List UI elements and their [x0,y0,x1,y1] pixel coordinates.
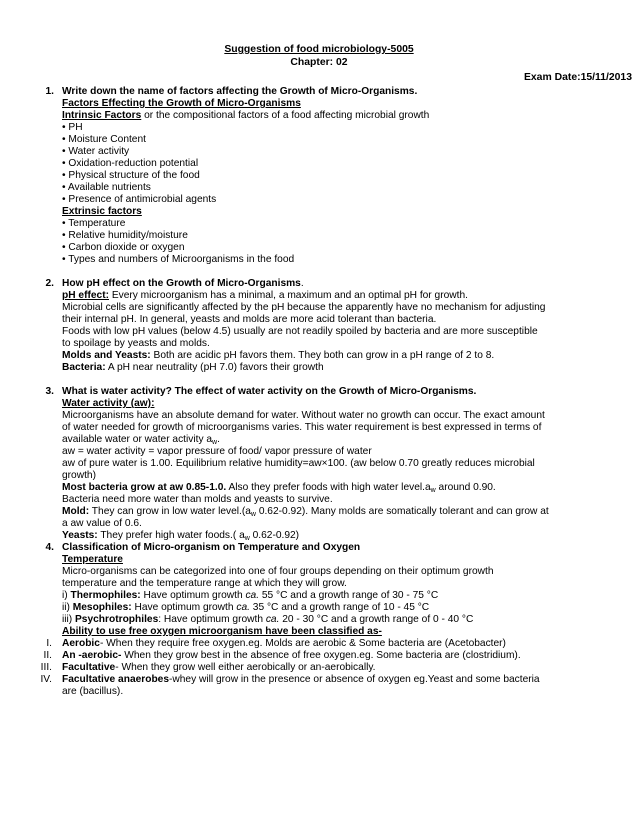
extrinsic-label: Extrinsic factors [62,206,142,217]
ph-effect-line [62,290,468,302]
q2-number: 2. [45,278,54,289]
thermophiles-line [62,590,438,602]
list-item: • Types and numbers of Microorganisms in the food [62,254,295,265]
thermophiles-text: Have optimum growth [140,590,246,601]
q3-question: What is water activity? The effect of water activity on the Growth of Micro-Organisms. [62,386,477,397]
paragraph-line: their internal pH. In general, yeasts and molds are more acid tolerant than bacteria. [62,314,437,325]
list-item [62,662,376,674]
intrinsic-desc: or the compositional factors of a food affecting microbial growth [141,110,430,121]
bacteria-line [62,362,324,374]
molds-yeasts-text: Both are acidic pH favors them. They both can grow in a pH range of 2 to 8. [150,350,495,361]
thermophiles-prefix: i) [62,590,71,601]
bacteria-water-line: Bacteria need more water than molds and yeasts to survive. [62,494,333,505]
q1-question: Write down the name of factors affecting the Growth of Micro-Organisms. [62,86,418,97]
thermophiles-label: Thermophiles: [70,590,141,601]
subscript-w: w [212,439,218,446]
last-line: are (bacillus). [62,686,124,697]
class-label: Facultative anaerobes [62,674,170,685]
subscript-w: w [430,487,436,494]
mesophiles-prefix: ii) [62,602,73,613]
formula-line: aw = water activity = vapor pressure of food/ vapor pressure of water [62,446,372,457]
paragraph-line: Microbial cells are significantly affected by the pH because the apparently have no mechanism for adjusting [62,302,546,313]
molds-yeasts-line [62,350,494,362]
class-label: An -aerobic- [62,650,122,661]
oxygen-classification-label: Ability to use free oxygen microorganism have been classified as- [62,626,382,637]
intrinsic-label: Intrinsic Factors [62,110,142,121]
class-label: Aerobic [62,638,100,649]
most-bacteria-label: Most bacteria grow at aw 0.85-1.0. [62,482,227,493]
class-text: - When they require free oxygen.eg. Molds are aerobic & Some bacteria are (Acetobacter) [99,638,506,649]
list-item: • Water activity [62,146,130,157]
roman-numeral: III. [40,662,52,673]
chapter-label: Chapter: 02 [290,56,348,68]
yeasts-text-end: 0.62-0.92) [249,530,300,541]
most-bacteria-text-end: around 0.90. [435,482,496,493]
available-water-end: . [217,434,220,445]
mesophiles-text: Have optimum growth [131,602,237,613]
q2-question: How pH effect on the Growth of Micro-Organisms [62,278,301,289]
q1-number: 1. [45,86,54,97]
list-item: • Available nutrients [62,182,151,193]
psychrotrophiles-prefix: iii) [62,614,76,625]
paragraph-line: temperature and the temperature range at which they will grow. [62,578,347,589]
psychrotrophiles-label: Psychrotrophiles [75,614,159,625]
q1-heading: Factors Effecting the Growth of Micro-Organisms [62,98,301,109]
molds-yeasts-label: Molds and Yeasts: [62,350,151,361]
q4-number: 4. [45,542,54,553]
most-bacteria-text: Also they prefer foods with high water level.a [226,482,431,493]
list-item: • PH [62,122,83,133]
growth-line: growth) [62,470,96,481]
psychrotrophiles-line [62,614,473,626]
class-text: -whey will grow in the presence or absence of oxygen eg.Yeast and some bacteria [169,674,540,685]
mesophiles-label: Mesophiles: [72,602,132,613]
class-text: - When they grow well either aerobically or an-aerobically. [115,662,376,673]
ca-abbrev: ca. [265,614,280,625]
bacteria-label: Bacteria: [62,362,106,373]
thermophiles-text-end: 55 °C and a growth range of 30 - 75 °C [259,590,439,601]
temperature-label: Temperature [62,554,123,565]
list-item: • Oxidation-reduction potential [62,158,199,169]
mold-text-end: 0.62-0.92). Many molds are somatically tolerant and can grow at [255,506,549,517]
paragraph-line: to spoilage by yeasts and molds. [62,338,210,349]
ph-effect-label: pH effect: [62,290,109,301]
list-item: • Carbon dioxide or oxygen [62,242,185,253]
title-block [0,44,638,69]
yeasts-label: Yeasts: [62,530,98,541]
ca-abbrev: ca. [236,602,250,613]
q2-question-line [62,278,304,290]
document-title: Suggestion of food microbiology-5005 [224,44,414,55]
pure-water-line: aw of pure water is 1.00. Equilibrium relative humidity=aw×100. (aw below 0.70 greatly reduces microbial [62,458,535,469]
roman-numeral: IV. [40,674,52,685]
mold-label: Mold: [62,506,90,517]
list-item: • Physical structure of the food [62,170,200,181]
roman-numeral: II. [43,650,52,661]
q3-number: 3. [45,386,54,397]
exam-date: Exam Date:15/11/2013 [523,72,632,83]
list-item: • Temperature [62,218,126,229]
paragraph-line: of water needed for growth of microorganisms varies. This water requirement is best expressed in terms of [62,422,542,433]
mesophiles-text-end: 35 °C and a growth range of 10 - 45 °C [249,602,430,613]
paragraph-line: Micro-organisms can be categorized into one of four groups depending on their optimum growth [62,566,494,577]
class-label: Facultative [62,662,116,673]
list-item: • Moisture Content [62,134,146,145]
q2-question-end: . [300,278,304,289]
list-item: • Presence of antimicrobial agents [62,194,217,205]
mold-line-2: a aw value of 0.6. [62,518,142,529]
available-water-text: available water or water activity a [62,434,213,445]
mold-text: They can grow in low water level.(a [89,506,251,517]
paragraph-line: Microorganisms have an absolute demand for water. Without water no growth can occur. The exact amount [62,410,545,421]
paragraph-line: Foods with low pH values (below 4.5) usually are not readily spoiled by bacteria and are more susceptible [62,326,538,337]
class-text: When they grow best in the absence of free oxygen.eg. Some bacteria are (clostridium). [121,650,521,661]
psychrotrophiles-text-end: 20 - 30 °C and a growth range of 0 - 40 °C [279,614,474,625]
list-item [62,674,540,686]
subscript-w: w [244,535,250,542]
list-item [62,638,506,650]
q4-question: Classification of Micro-organism on Temperature and Oxygen [62,542,361,553]
ca-abbrev: ca. [245,590,260,601]
subscript-w: w [250,511,256,518]
roman-numeral: I. [46,638,52,649]
mesophiles-line [62,602,429,614]
psychrotrophiles-text: : Have optimum growth [158,614,266,625]
water-activity-label: Water activity (aw): [62,398,155,409]
yeasts-text: They prefer high water foods.( a [97,530,245,541]
bacteria-text: A pH near neutrality (pH 7.0) favors their growth [105,362,324,373]
ph-effect-text: Every microorganism has a minimal, a maximum and an optimal pH for growth. [108,290,468,301]
list-item: • Relative humidity/moisture [62,230,188,241]
q1-intrinsic-line [62,110,429,122]
list-item [62,650,521,662]
